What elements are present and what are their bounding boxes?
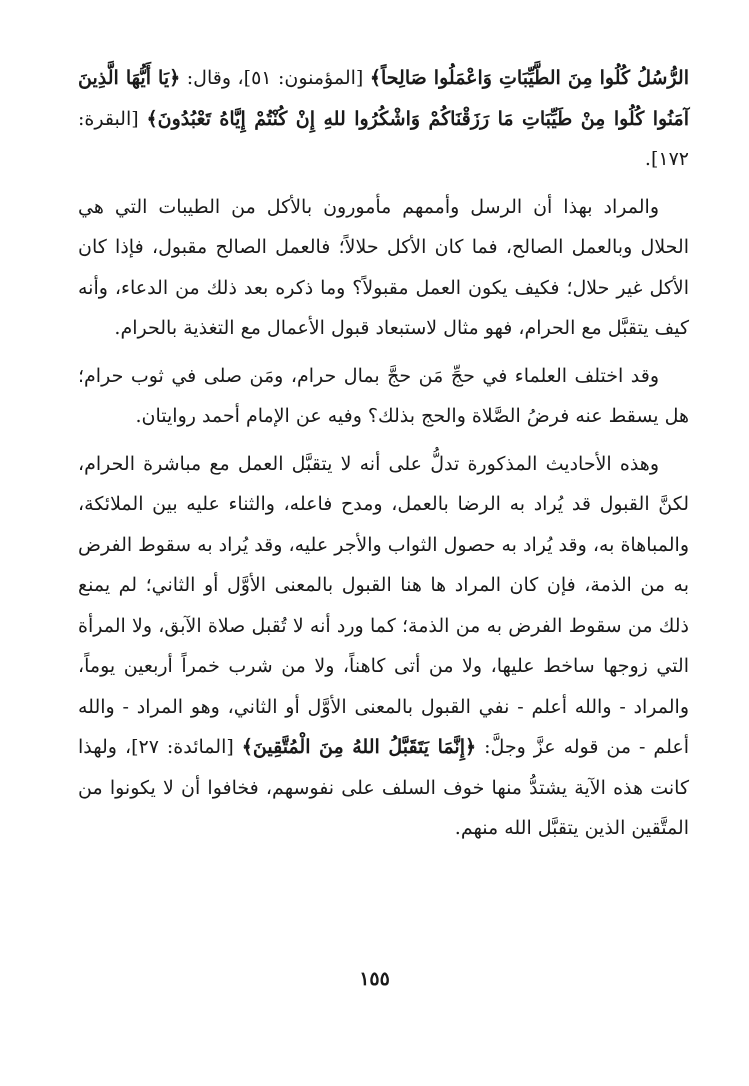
paragraph-text: وقد اختلف العلماء في حجِّ مَن حجَّ بمال حرام، ومَن صلى في ثوب حرام؛ هل يسقط عنه فرضُ الصَّلاة والحج بذلك؟ وفيه عن الإمام أحمد روايتان. (78, 364, 689, 427)
paragraph-2 (78, 187, 689, 349)
paragraph-1 (78, 58, 689, 180)
quran-verse: ﴿يَا أَيُّهَا الَّذِينَ آمَنُوا كُلُوا مِنْ طَيِّبَاتِ مَا رَزَقْنَاكُمْ وَاشْكُرُوا للهِ إِنْ كُنْتُمْ إِيَّاهُ تَعْبُدُونَ﴾ (78, 67, 689, 130)
body-text (78, 58, 689, 849)
verse-reference: [البقرة: ١٧٢]. (78, 107, 689, 170)
quran-verse: ﴿إِنَّمَا يَتَقَبَّلُ اللهُ مِنَ الْمُتَّقِينَ﴾ (241, 736, 477, 758)
verse-reference: [المؤمنون: ٥١]، وقال: (180, 67, 370, 89)
paragraph-text: وهذه الأحاديث المذكورة تدلُّ على أنه لا يتقبَّل العمل مع مباشرة الحرام، لكنَّ القبول قد يُراد به الرضا بالعمل، ومدح فاعله، والثناء عليه بين الملائكة، والمباهاة به، وقد يُراد به حصول الثواب والأجر عليه، وقد يُراد به سقوط الفرض به من الذمة، فإن كان المراد ها هنا القبول بالمعنى الأوَّل أو الثاني؛ لم يمنع ذلك من سقوط الفرض به من الذمة؛ كما ورد أنه لا تُقبل صلاة الآبق، ولا المرأة التي زوجها ساخط عليها، ولا من أتى كاهناً، ولا من شرب خمراً أربعين يوماً، والمراد - والله أعلم - نفي القبول بالمعنى الأوَّل أو الثاني، وهو المراد - والله أعلم - من قوله عزَّ وجلَّ: (78, 452, 689, 758)
paragraph-3 (78, 356, 689, 437)
paragraph-4 (78, 444, 689, 849)
paragraph-text: والمراد بهذا أن الرسل وأممهم مأمورون بالأكل من الطيبات التي هي الحلال وبالعمل الصالح، فما كان الأكل حلالاً؛ فالعمل الصالح مقبول، فإذا كان الأكل غير حلال؛ فكيف يكون العمل مقبولاً؟ وما ذكره بعد ذلك من الدعاء، وأنه كيف يتقبَّل مع الحرام، فهو مثال لاستبعاد قبول الأعمال مع التغذية بالحرام. (78, 195, 689, 339)
quran-verse: الرُّسُلُ كُلُوا مِنَ الطَّيِّبَاتِ وَاعْمَلُوا صَالِحاً﴾ (369, 67, 689, 89)
page-number: ١٥٥ (359, 968, 390, 990)
paragraph-text: [المائدة: ٢٧]، ولهذا كانت هذه الآية يشتدُّ منها خوف السلف على نفوسهم، فخافوا أن لا يكونوا من المتَّقين الذين يتقبَّل الله منهم. (78, 736, 689, 839)
